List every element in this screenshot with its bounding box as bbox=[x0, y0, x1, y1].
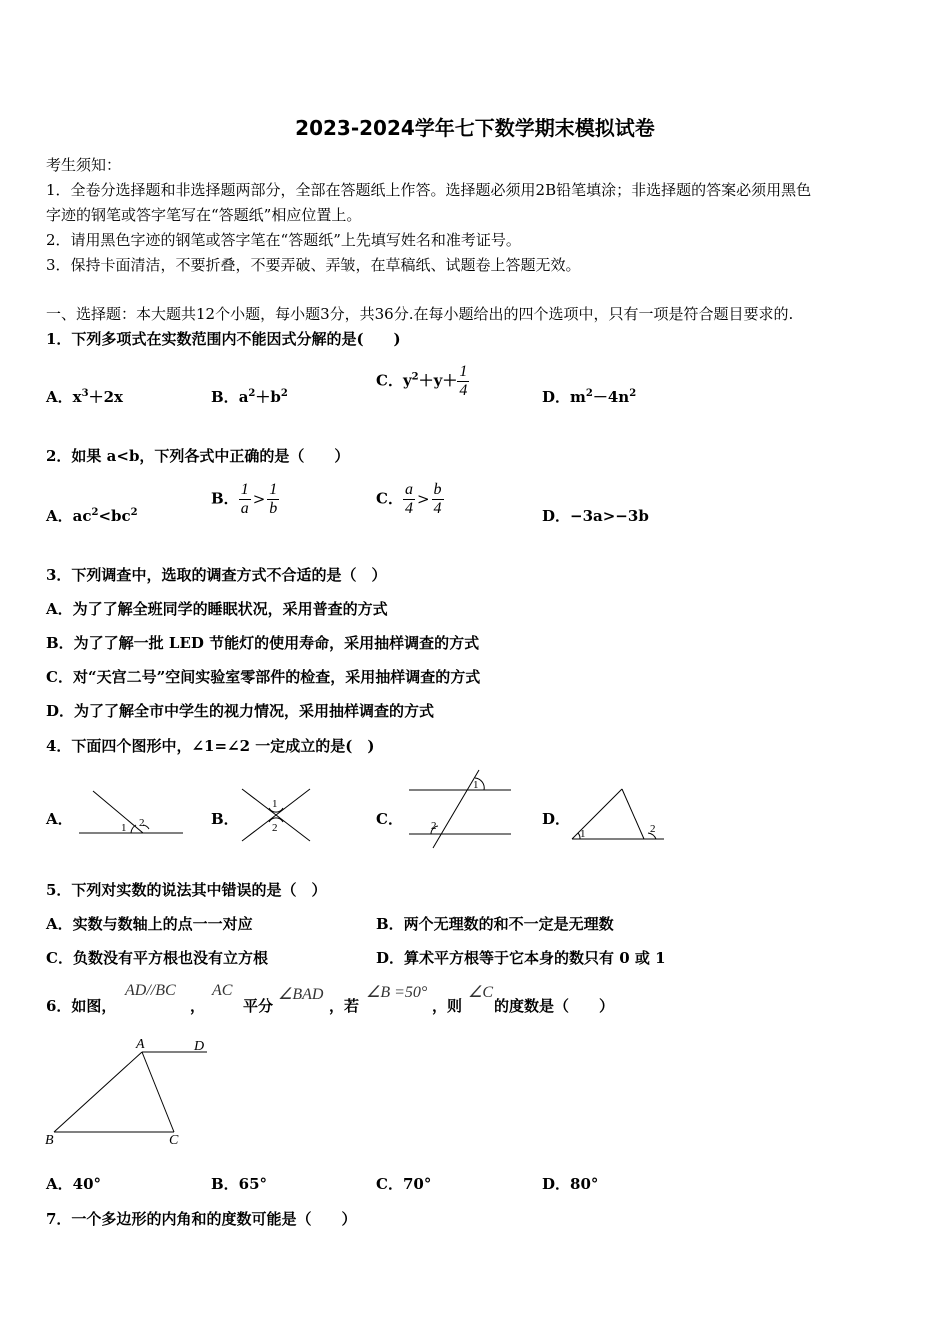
angle-1-label: 1 bbox=[272, 798, 278, 810]
point-a-label: A bbox=[136, 1037, 145, 1052]
angle-2-label: 2 bbox=[139, 817, 145, 829]
q3-option-c: C．对“天宫二号”空间实验室零部件的检查，采用抽样调查的方式 bbox=[46, 668, 481, 686]
point-c-label: C bbox=[169, 1133, 179, 1148]
q6-math-bad: ∠BAD bbox=[278, 986, 324, 1003]
q2-option-a: A．$ac^2<bc^2$ bbox=[46, 507, 138, 525]
q6-stem-start: 6．如图， bbox=[46, 997, 117, 1015]
q6-math-parallel: AD//BC bbox=[125, 982, 176, 999]
q6-figure bbox=[42, 1032, 217, 1150]
angle-2-label: 2 bbox=[650, 823, 656, 835]
q6-stem-comma: ， bbox=[190, 997, 206, 1015]
q6-option-d: D．80° bbox=[542, 1175, 599, 1193]
angle-2-label: 2 bbox=[272, 822, 278, 834]
q5-stem: 5．下列对实数的说法其中错误的是（ ） bbox=[46, 881, 327, 899]
q3-option-a: A．为了了解全班同学的睡眠状况，采用普查的方式 bbox=[46, 600, 388, 618]
q6-option-a: A．40° bbox=[46, 1175, 102, 1193]
q7-stem: 7．一个多边形的内角和的度数可能是（ ） bbox=[46, 1210, 357, 1228]
page-title: 2023-2024学年七下数学期末模拟试卷 bbox=[295, 116, 655, 140]
fraction: $\frac{1}{b}$ bbox=[269, 481, 278, 517]
q4-figure-b bbox=[238, 785, 316, 845]
q4-label-b: B． bbox=[211, 810, 239, 828]
notice-heading: 考生须知： bbox=[46, 156, 122, 174]
q5-option-a: A．实数与数轴上的点一一对应 bbox=[46, 915, 253, 933]
point-b-label: B bbox=[45, 1133, 54, 1148]
angle-2-label: 2 bbox=[431, 820, 437, 832]
q5-option-c: C．负数没有平方根也没有立方根 bbox=[46, 949, 268, 967]
q3-option-d: D．为了了解全市中学生的视力情况，采用抽样调查的方式 bbox=[46, 702, 435, 720]
q5-option-d: D．算术平方根等于它本身的数只有 0 或 1 bbox=[376, 949, 666, 967]
notice-item-1a: 1．全卷分选择题和非选择题两部分，全部在答题纸上作答。选择题必须用2B铅笔填涂；非选择题的答案必须用黑色 bbox=[46, 181, 812, 199]
q1-option-c: C．$y^2+y+$ $\frac{1}{4}$ bbox=[376, 363, 468, 399]
angle-1-label: 1 bbox=[121, 822, 127, 834]
q3-option-b: B．为了了解一批 LED 节能灯的使用寿命，采用抽样调查的方式 bbox=[46, 634, 480, 652]
fraction: $\frac{a}{4}$ bbox=[404, 481, 413, 517]
q1-option-a: A．$x^3+2x$ bbox=[46, 388, 123, 406]
notice-item-2: 2．请用黑色字迹的钢笔或答字笔在“答题纸”上先填写姓名和准考证号。 bbox=[46, 231, 521, 249]
q1-option-d: D．$m^2-4n^2$ bbox=[542, 388, 637, 406]
q1-stem: 1．下列多项式在实数范围内不能因式分解的是( ) bbox=[46, 330, 401, 348]
q6-stem-bisects: 平分 bbox=[243, 997, 274, 1015]
q4-figure-d bbox=[568, 785, 668, 845]
fraction: $\frac{b}{4}$ bbox=[433, 481, 442, 517]
q4-label-a: A． bbox=[46, 810, 73, 828]
fraction: $\frac{1}{a}$ bbox=[240, 481, 249, 517]
q6-option-c: C．70° bbox=[376, 1175, 432, 1193]
q2-option-c: C． $\frac{a}{4}$ > $\frac{b}{4}$ bbox=[376, 481, 442, 517]
q6-math-c: ∠C bbox=[468, 984, 494, 1001]
q4-stem: 4．下面四个图形中，∠1=∠2 一定成立的是( ) bbox=[46, 737, 375, 755]
notice-item-3: 3．保持卡面清洁，不要折叠，不要弄破、弄皱，在草稿纸、试题卷上答题无效。 bbox=[46, 256, 581, 274]
q6-stem-end: 的度数是（ ） bbox=[494, 997, 615, 1015]
q2-option-b: B． $\frac{1}{a}$ > $\frac{1}{b}$ bbox=[211, 481, 278, 517]
point-d-label: D bbox=[194, 1039, 205, 1054]
angle-1-label: 1 bbox=[473, 779, 479, 791]
q2-stem: 2．如果 a<b，下列各式中正确的是（ ） bbox=[46, 447, 350, 465]
q3-stem: 3．下列调查中，选取的调查方式不合适的是（ ） bbox=[46, 566, 387, 584]
q6-option-b: B．65° bbox=[211, 1175, 268, 1193]
q6-math-b50: ∠B =50° bbox=[366, 984, 428, 1001]
q4-figure-a bbox=[75, 785, 187, 840]
q6-stem-if: ，若 bbox=[329, 997, 360, 1015]
q6-stem-then: ，则 bbox=[432, 997, 463, 1015]
q1-option-b: B．$a^2+b^2$ bbox=[211, 388, 288, 406]
angle-1-label: 1 bbox=[580, 828, 586, 840]
q2-option-d: D．−3a>−3b bbox=[542, 507, 649, 525]
q6-math-ac: AC bbox=[212, 982, 233, 999]
fraction: $\frac{1}{4}$ bbox=[459, 363, 468, 399]
q5-option-b: B．两个无理数的和不一定是无理数 bbox=[376, 915, 614, 933]
section-heading: 一、选择题：本大题共12个小题，每小题3分，共36分.在每小题给出的四个选项中，只有一项是符合题目要求的. bbox=[46, 305, 794, 323]
q4-label-c: C． bbox=[376, 810, 403, 828]
q4-label-d: D． bbox=[542, 810, 571, 828]
notice-item-1b: 字迹的钢笔或答字笔写在“答题纸”相应位置上。 bbox=[46, 206, 362, 224]
q4-figure-c bbox=[405, 768, 515, 850]
